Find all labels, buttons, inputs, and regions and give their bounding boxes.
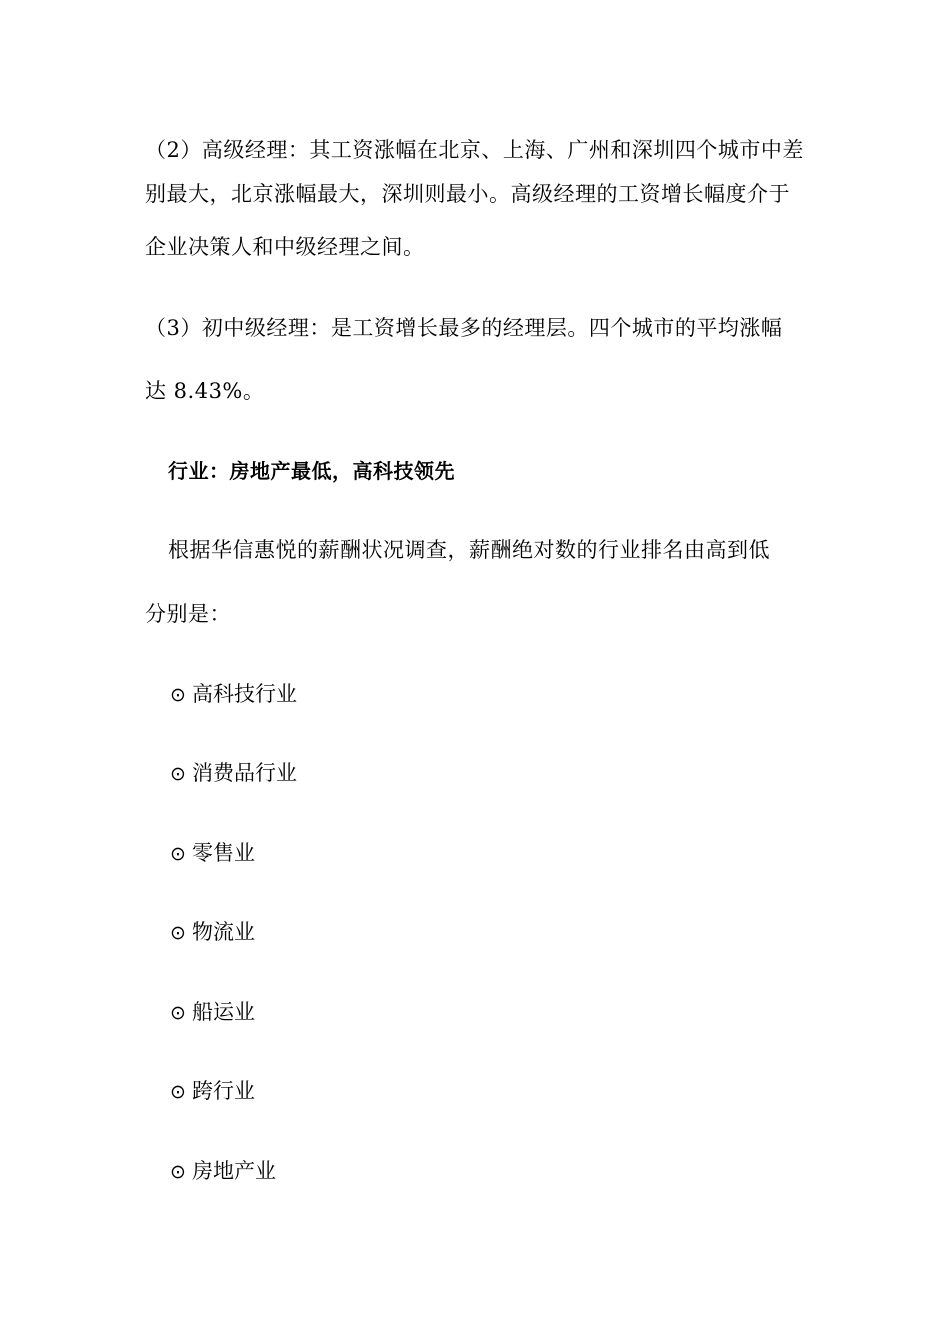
- list-item: [170, 919, 255, 946]
- list-item: [170, 1158, 276, 1185]
- circled-dot-icon: ⊙: [170, 922, 186, 944]
- list-item-label: 房地产业: [192, 1159, 276, 1183]
- list-item-label: 高科技行业: [192, 682, 297, 706]
- circled-dot-icon: ⊙: [170, 1002, 186, 1024]
- list-item: [170, 840, 255, 867]
- list-item: [170, 999, 255, 1026]
- list-item-label: 消费品行业: [192, 761, 297, 785]
- circled-dot-icon: ⊙: [170, 843, 186, 865]
- list-item-label: 跨行业: [192, 1079, 255, 1103]
- list-item-label: 零售业: [192, 841, 255, 865]
- paragraph-2-line-1: （2）高级经理：其工资涨幅在北京、上海、广州和深圳四个城市中差: [145, 138, 804, 162]
- circled-dot-icon: ⊙: [170, 763, 186, 785]
- paragraph-3-line-1: （3）初中级经理：是工资增长最多的经理层。四个城市的平均涨幅: [145, 316, 783, 340]
- circled-dot-icon: ⊙: [170, 684, 186, 706]
- circled-dot-icon: ⊙: [170, 1081, 186, 1103]
- list-item-label: 物流业: [192, 920, 255, 944]
- intro-line-2: 分别是：: [145, 602, 231, 626]
- paragraph-3-line-2: 达 8.43%。: [145, 379, 265, 403]
- circled-dot-icon: ⊙: [170, 1161, 186, 1183]
- list-item-label: 船运业: [192, 1000, 255, 1024]
- list-item: [170, 1078, 255, 1105]
- section-heading: 行业：房地产最低，高科技领先: [168, 459, 455, 483]
- list-item: [170, 760, 297, 787]
- list-item: [170, 681, 297, 708]
- paragraph-2-line-2: 别最大，北京涨幅最大，深圳则最小。高级经理的工资增长幅度介于: [145, 182, 790, 206]
- intro-line-1: 根据华信惠悦的薪酬状况调查，薪酬绝对数的行业排名由高到低: [168, 538, 770, 562]
- paragraph-2-line-3: 企业决策人和中级经理之间。: [145, 235, 425, 259]
